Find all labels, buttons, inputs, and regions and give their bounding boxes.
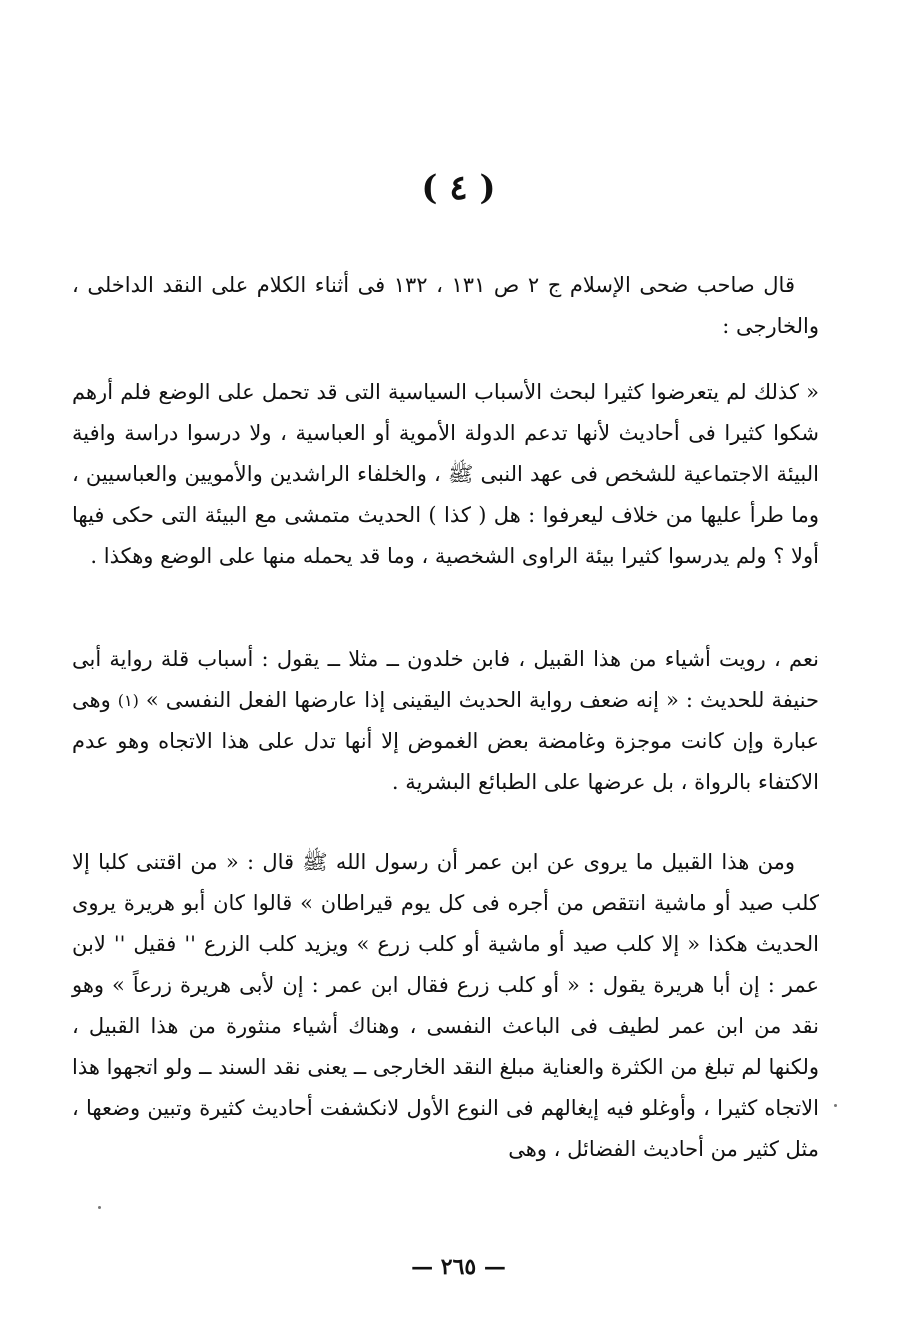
quote-text: « كذلك لم يتعرضوا كثيرا لبحث الأسباب السياسية التى قد تحمل على الوضع فلم أرهم شكوا كثيرا فى أحاديث لأنها تدعم الدولة الأموية أو العباسية ، ولا درسوا دراسة وافية البيئة الاجتماعية للشخص فى عهد النبى ﷺ ، والخلفاء الراشدين والأمويين والعباسيين ، وما طرأ عليها من خلاف ليعرفوا : هل ( كذا ) الحديث متمشى مع البيئة التى حكى فيها أولا ؟ ولم يدرسوا كثيرا بيئة الراوى الشخصية ، وما قد يحمله منها على الوضع وهكذا . bbox=[72, 380, 819, 568]
second-paragraph bbox=[72, 842, 819, 1170]
page-number: — ٢٦٥ — bbox=[411, 1254, 506, 1280]
commentary-text bbox=[72, 639, 819, 803]
scan-speck bbox=[834, 1104, 837, 1107]
commentary-paragraph bbox=[72, 639, 819, 803]
scan-speck bbox=[98, 1206, 101, 1209]
commentary-text-before: نعم ، رويت أشياء من هذا القبيل ، فابن خلدون ــ مثلا ــ يقول : أسباب قلة رواية أبى حنيفة للحديث : « إنه ضعف رواية الحديث اليقينى إذا عارضها الفعل النفسى » bbox=[72, 647, 819, 712]
footnote-marker: (١) bbox=[117, 691, 139, 710]
section-number: ( ٤ ) bbox=[421, 168, 496, 208]
intro-text: قال صاحب ضحى الإسلام ج ٢ ص ١٣١ ، ١٣٢ فى أثناء الكلام على النقد الداخلى ، والخارجى : bbox=[72, 273, 819, 338]
intro-paragraph bbox=[72, 265, 819, 347]
quoted-paragraph bbox=[72, 372, 819, 577]
commentary-text-after: وهى عبارة وإن كانت موجزة وغامضة بعض الغموض إلا أنها تدل على هذا الاتجاه وهو عدم الاكتفاء بالرواة ، بل عرضها على الطبائع البشرية . bbox=[72, 688, 819, 794]
second-text: ومن هذا القبيل ما يروى عن ابن عمر أن رسول الله ﷺ قال : « من اقتنى كلبا إلا كلب صيد أو ماشية انتقص من أجره فى كل يوم قيراطان » قالوا كان أبو هريرة يروى الحديث هكذا « إلا كلب صيد أو ماشية أو كلب زرع » ويزيد كلب الزرع '' فقيل '' لابن عمر : إن أبا هريرة يقول : « أو كلب زرع فقال ابن عمر : إن لأبى هريرة زرعاً » وهو نقد من ابن عمر لطيف فى الباعث النفسى ، وهناك أشياء منثورة من هذا القبيل ، ولكنها لم تبلغ من الكثرة والعناية مبلغ النقد الخارجى ــ يعنى نقد السند ــ ولو اتجهوا هذا الاتجاه كثيرا ، وأوغلو فيه إيغالهم فى النوع الأول لانكشفت أحاديث كثيرة وتبين وضعها ، مثل كثير من أحاديث الفضائل ، وهى bbox=[72, 850, 819, 1161]
